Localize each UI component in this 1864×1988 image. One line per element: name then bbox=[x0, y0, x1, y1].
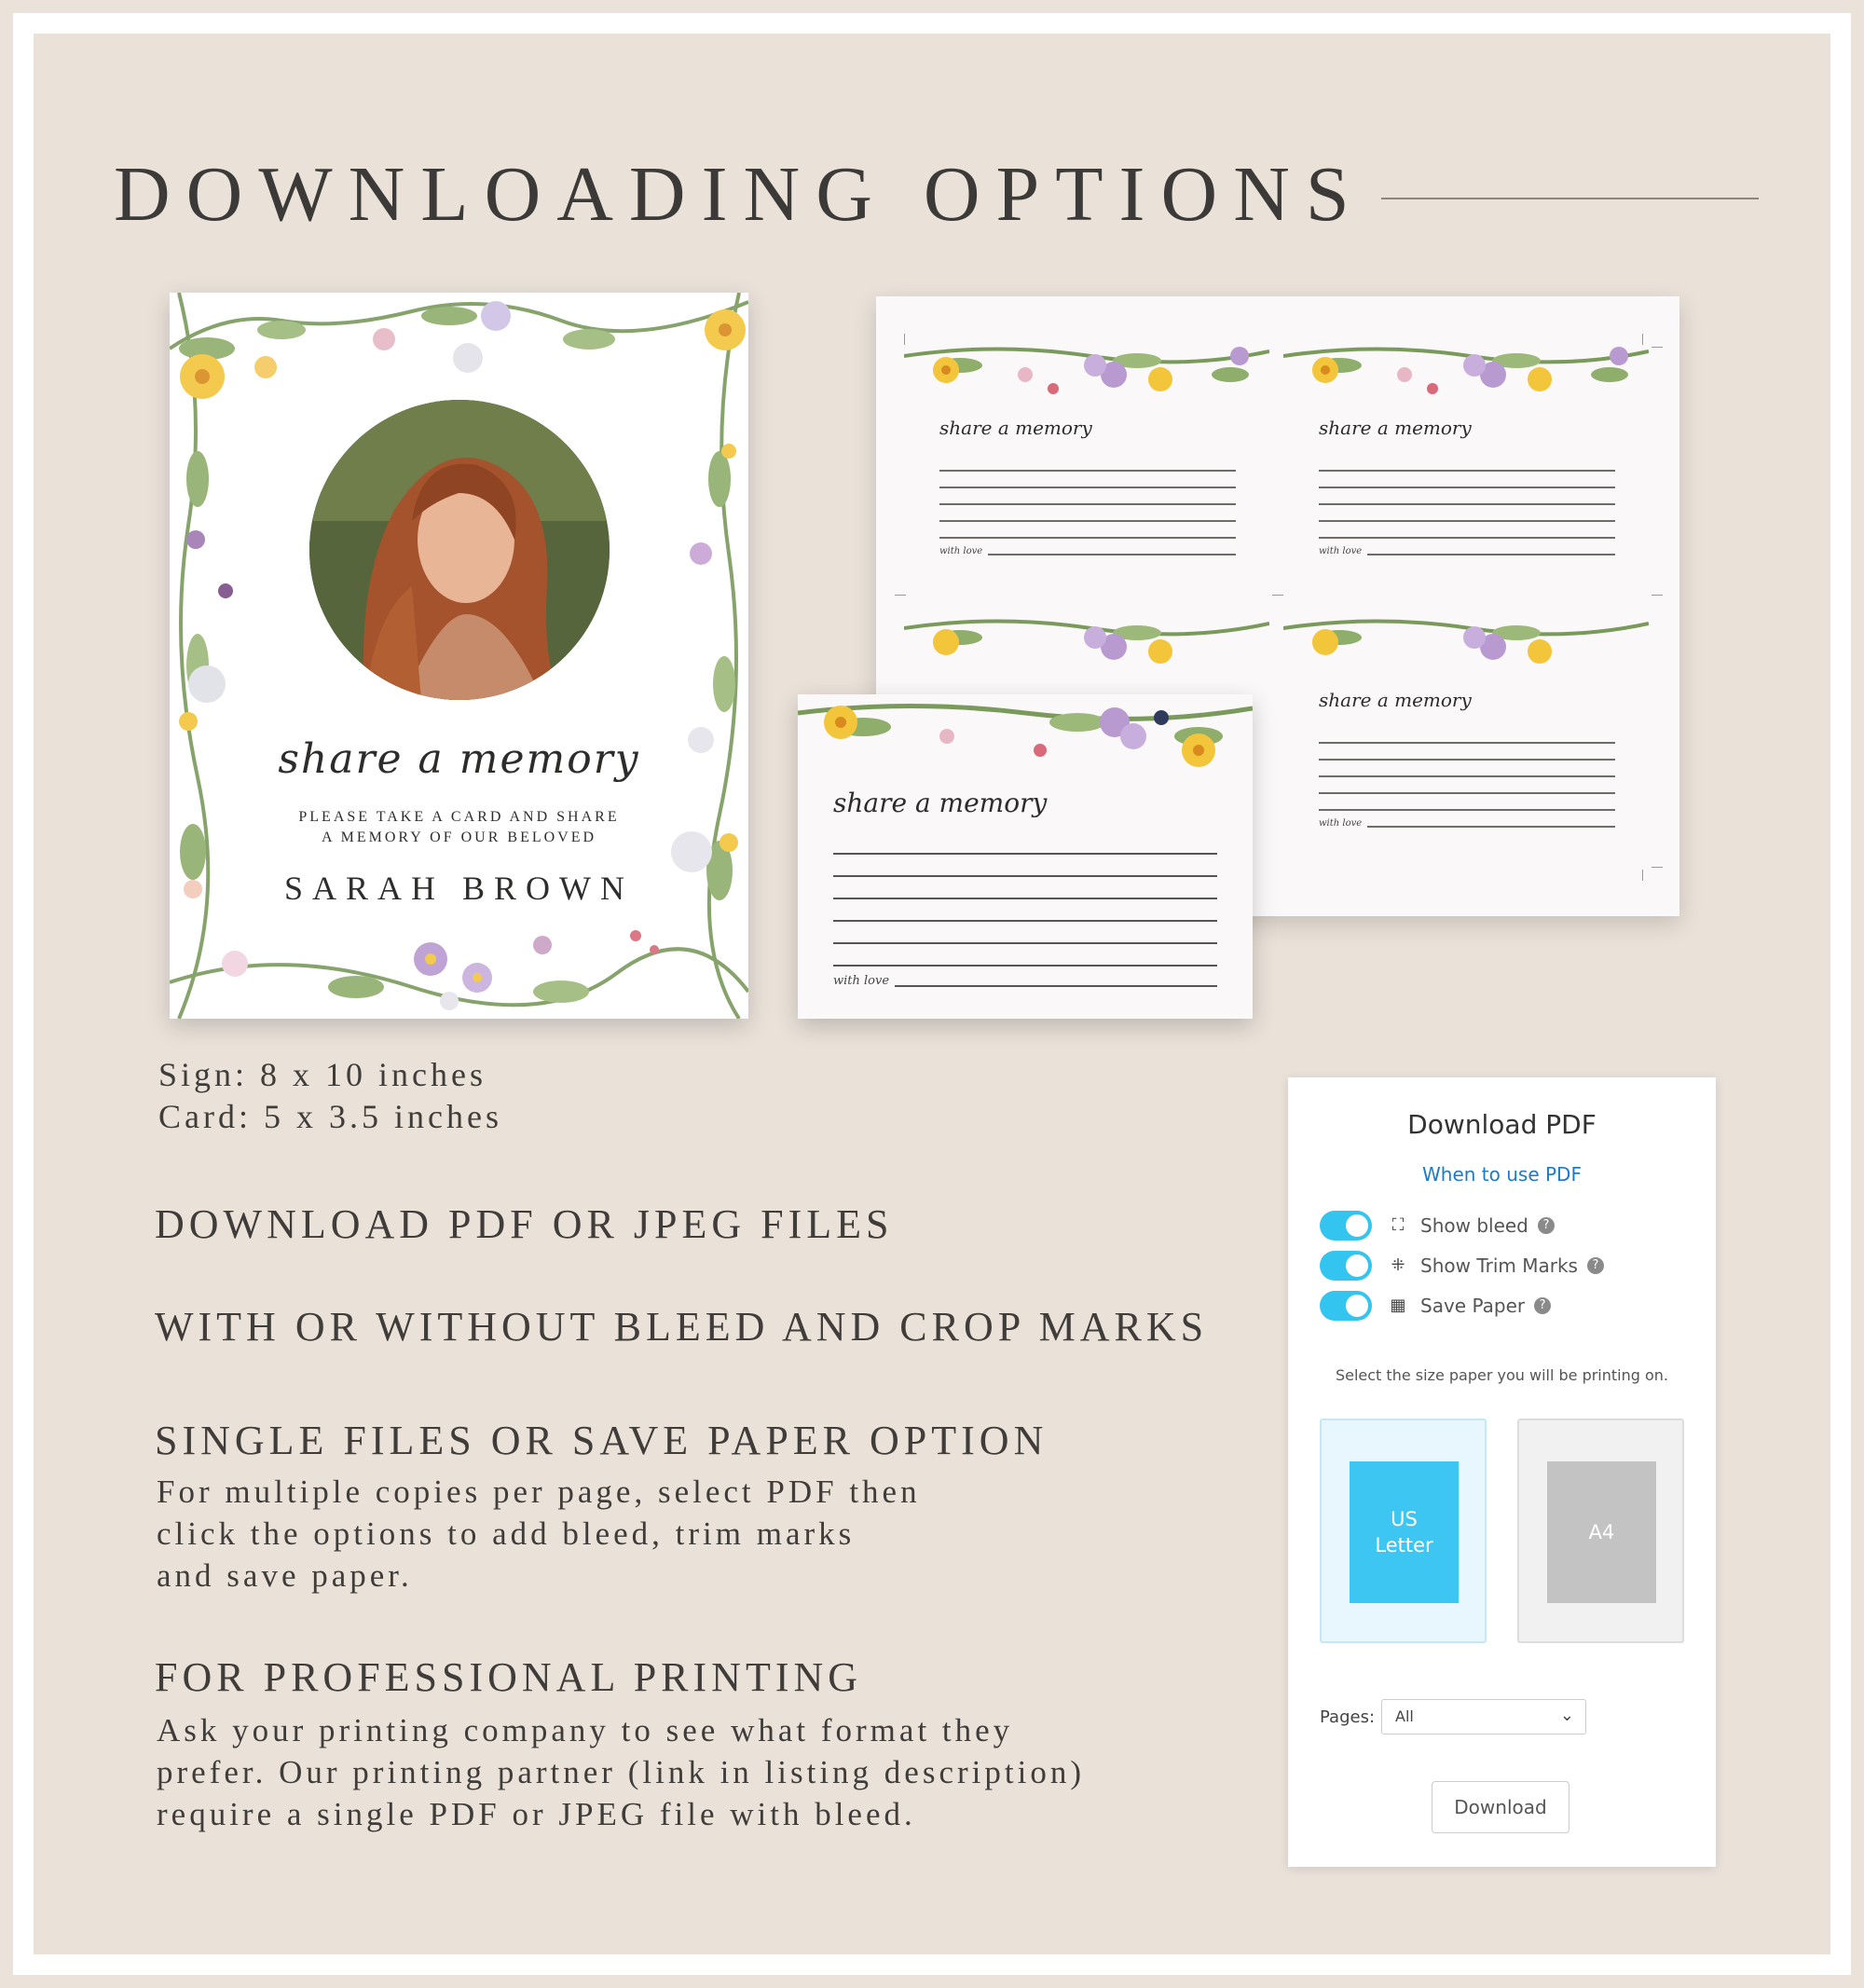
when-to-use-pdf-link[interactable]: When to use PDF bbox=[1422, 1163, 1582, 1186]
sign-size: Sign: 8 x 10 inches bbox=[158, 1056, 487, 1093]
feature-heading-save-paper: SINGLE FILES OR SAVE PAPER OPTION bbox=[155, 1418, 1048, 1463]
mini-card-script: share a memory bbox=[1319, 417, 1472, 439]
feature-heading-formats: DOWNLOAD PDF OR JPEG FILES bbox=[155, 1201, 894, 1247]
help-icon[interactable]: ? bbox=[1538, 1217, 1555, 1234]
paper-size-hint: Select the size paper you will be printing on. bbox=[1335, 1366, 1669, 1384]
feature-text-line: and save paper. bbox=[157, 1557, 413, 1594]
option-label: Show bleed bbox=[1420, 1214, 1528, 1237]
sign-line-2: A MEMORY OF OUR BELOVED bbox=[321, 829, 597, 845]
floral-banner-illustration bbox=[798, 694, 1253, 797]
mini-card-script: share a memory bbox=[1319, 689, 1472, 711]
floral-banner-illustration bbox=[1283, 337, 1649, 421]
option-show-bleed bbox=[1320, 1210, 1555, 1241]
floral-banner-illustration bbox=[1283, 610, 1649, 693]
pages-select[interactable] bbox=[1381, 1699, 1586, 1734]
feature-heading-professional: FOR PROFESSIONAL PRINTING bbox=[155, 1654, 863, 1700]
mini-card-script: share a memory bbox=[939, 417, 1092, 439]
trim-marks-icon: ⁜ bbox=[1391, 1255, 1405, 1275]
paper-option-us-letter[interactable] bbox=[1320, 1419, 1487, 1643]
save-paper-toggle[interactable] bbox=[1320, 1291, 1372, 1321]
feature-text-line: require a single PDF or JPEG file with bleed. bbox=[157, 1796, 916, 1832]
feature-text-line: For multiple copies per page, select PDF then bbox=[157, 1474, 921, 1510]
paper-option-a4[interactable] bbox=[1517, 1419, 1684, 1643]
feature-text-line: Ask your printing company to see what format they bbox=[157, 1712, 1014, 1748]
page-title: DOWNLOADING OPTIONS bbox=[114, 151, 1365, 238]
paper-label: A4 bbox=[1547, 1461, 1656, 1603]
option-show-trim-marks bbox=[1320, 1250, 1604, 1282]
download-pdf-dialog bbox=[1288, 1077, 1716, 1867]
sign-script-title: share a memory bbox=[278, 735, 640, 783]
help-icon[interactable]: ? bbox=[1534, 1297, 1551, 1314]
mini-card-sign-off: with love bbox=[1319, 546, 1363, 556]
download-button[interactable]: Download bbox=[1432, 1781, 1569, 1833]
mini-card-sign-off: with love bbox=[939, 546, 983, 556]
floral-banner-illustration bbox=[904, 610, 1269, 693]
sign-preview bbox=[170, 293, 748, 1019]
pages-label: Pages: bbox=[1320, 1707, 1376, 1727]
grid-icon: ▦ bbox=[1390, 1296, 1406, 1315]
sheet-card-2 bbox=[1283, 337, 1649, 602]
dialog-title: Download PDF bbox=[1407, 1109, 1597, 1140]
sign-line-1: PLEASE TAKE A CARD AND SHARE bbox=[298, 809, 620, 825]
paper-label: US Letter bbox=[1350, 1461, 1459, 1603]
show-bleed-toggle[interactable] bbox=[1320, 1211, 1372, 1241]
pages-value: All bbox=[1395, 1707, 1414, 1725]
option-label: Show Trim Marks bbox=[1420, 1254, 1578, 1277]
card-sign-off: with love bbox=[833, 974, 890, 988]
feature-heading-bleed: WITH OR WITHOUT BLEED AND CROP MARKS bbox=[155, 1304, 1209, 1350]
portrait-photo bbox=[309, 400, 610, 700]
feature-text-line: click the options to add bleed, trim marks bbox=[157, 1515, 856, 1552]
mini-card-sign-off: with love bbox=[1319, 818, 1363, 829]
single-card-preview bbox=[798, 694, 1253, 1019]
card-size: Card: 5 x 3.5 inches bbox=[158, 1098, 502, 1135]
help-icon[interactable]: ? bbox=[1587, 1257, 1604, 1274]
option-label: Save Paper bbox=[1420, 1295, 1526, 1317]
title-divider bbox=[1381, 198, 1759, 199]
card-script-title: share a memory bbox=[833, 788, 1048, 818]
sheet-card-1 bbox=[904, 337, 1269, 602]
floral-banner-illustration bbox=[904, 337, 1269, 421]
chevron-down-icon: ⌄ bbox=[1559, 1706, 1574, 1725]
sheet-card-4 bbox=[1283, 610, 1649, 874]
sign-name: SARAH BROWN bbox=[283, 870, 635, 907]
option-save-paper bbox=[1320, 1290, 1551, 1322]
show-trim-marks-toggle[interactable] bbox=[1320, 1251, 1372, 1281]
bleed-icon: ⛶ bbox=[1391, 1215, 1405, 1235]
feature-text-line: prefer. Our printing partner (link in listing description) bbox=[157, 1754, 1085, 1790]
